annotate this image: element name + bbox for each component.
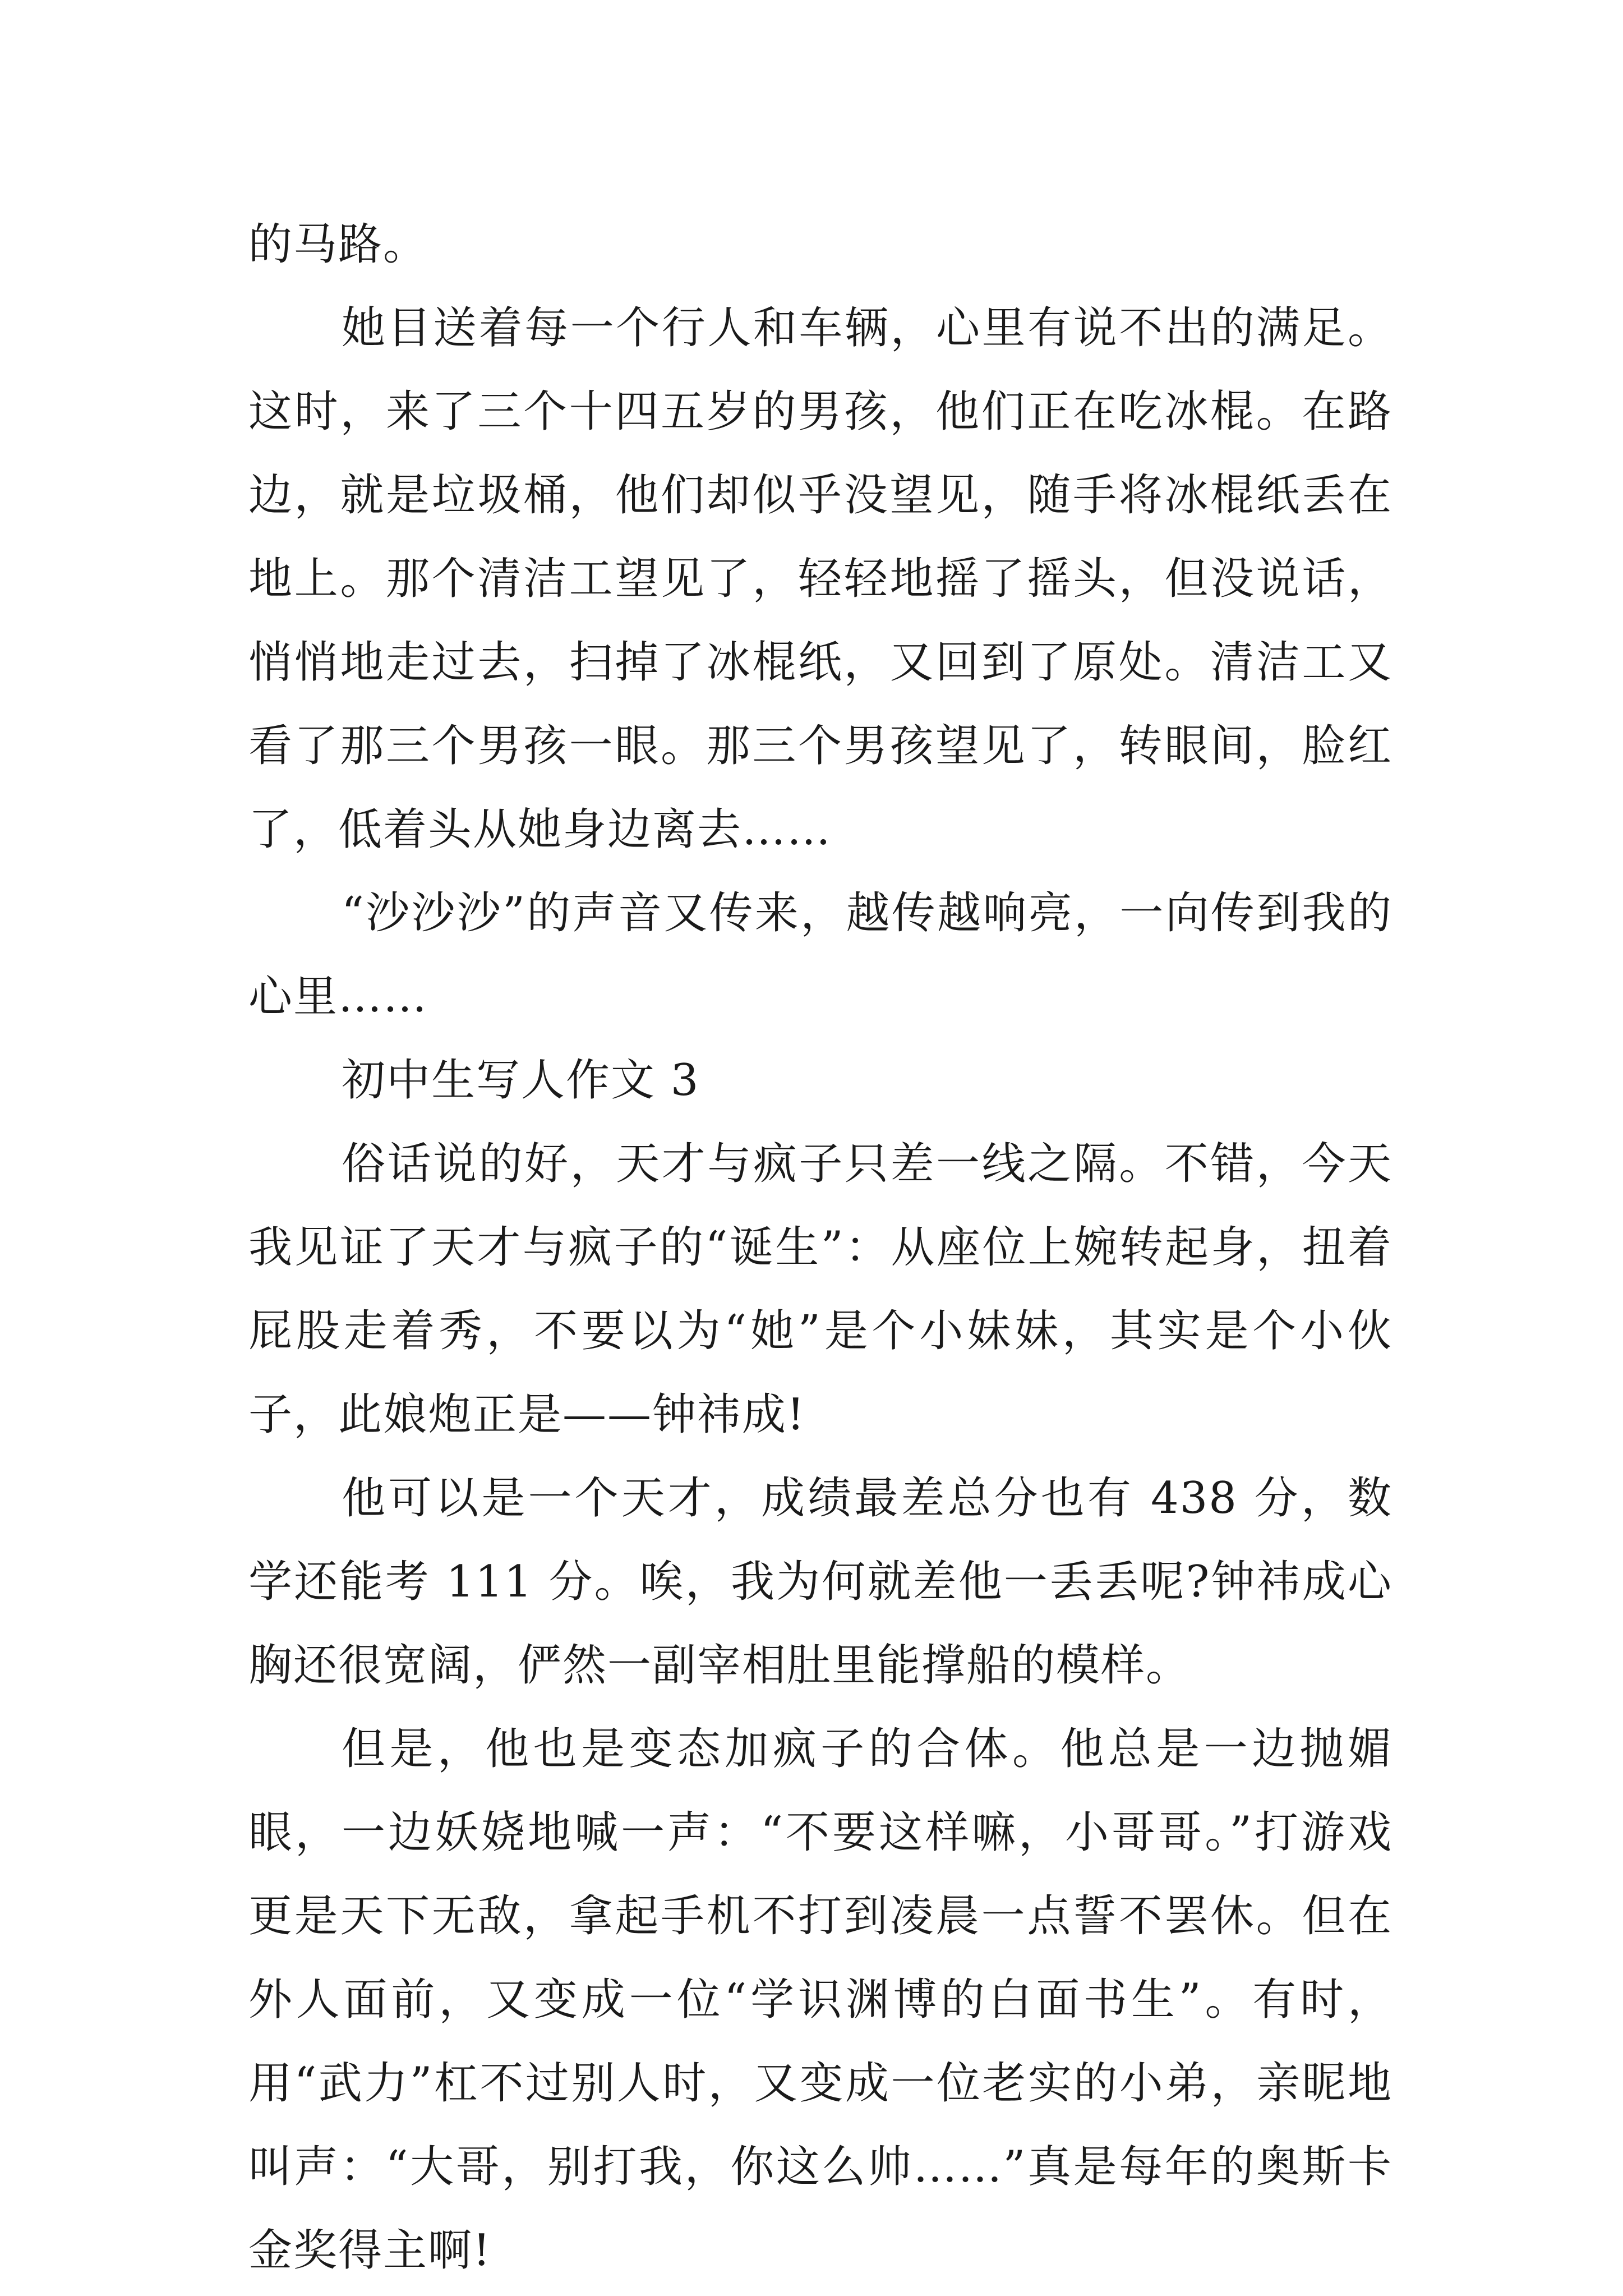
paragraph-cleaner-scene: 她目送着每一个行人和车辆，心里有说不出的满足。这时，来了三个十四五岁的男孩，他们正在吃冰棍。在路边，就是垃圾桶，他们却似乎没望见，随手将冰棍纸丢在地上。那个清洁工望见了，轻轻地摇了摇头，但没说话，悄悄地走过去，扫掉了冰棍纸，又回到了原处。清洁工又看了那三个男孩一眼。那三个男孩望见了，转眼间，脸红了，低着头从她身边离去…… <box>248 303 1393 855</box>
paragraph-madman: 但是，他也是变态加疯子的合体。他总是一边抛媚眼，一边妖娆地喊一声：“不要这样嘛，小哥哥。”打游戏更是天下无敌，拿起手机不打到凌晨一点誓不罢休。但在外人面前，又变成一位“学识渊博的白面书生”。有时，用“武力”杠不过别人时，又变成一位老实的小弟，亲昵地叫声：“大哥，别打我，你这么帅……”真是每年的奥斯卡金奖得主啊! <box>248 1724 1393 2276</box>
paragraph-continuation: 的马路。 <box>248 219 428 270</box>
paragraph-genius-intro: 俗话说的好，天才与疯子只差一线之隔。不错，今天我见证了天才与疯子的“诞生”：从座位上婉转起身，扭着屁股走着秀，不要以为“她”是个小妹妹，其实是个小伙子，此娘炮正是——钟祎成! <box>248 1139 1393 1440</box>
section-heading: 初中生写人作文 3 <box>342 1055 700 1106</box>
paragraph-sweeping-sound: “沙沙沙”的声音又传来，越传越响亮，一向传到我的心里…… <box>248 888 1393 1022</box>
article-body <box>248 203 1393 2293</box>
paragraph-genius-grades: 他可以是一个天才，成绩最差总分也有 438 分，数学还能考 111 分。唉，我为何就差他一丢丢呢?钟祎成心胸还很宽阔，俨然一副宰相肚里能撑船的模样。 <box>248 1473 1393 1691</box>
